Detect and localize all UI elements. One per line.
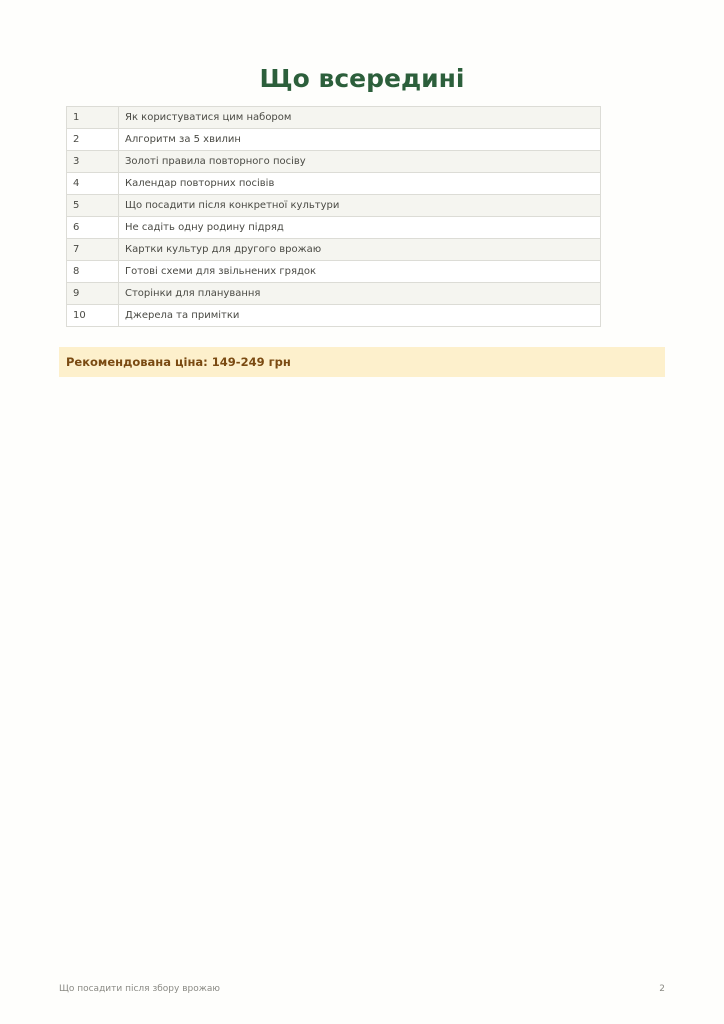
- row-number: 9: [67, 283, 119, 305]
- row-number: 5: [67, 195, 119, 217]
- table-row: [67, 283, 601, 305]
- row-number: 3: [67, 151, 119, 173]
- row-number: 4: [67, 173, 119, 195]
- row-label: Що посадити після конкретної культури: [119, 195, 601, 217]
- table-row: [67, 305, 601, 327]
- row-label: Готові схеми для звільнених грядок: [119, 261, 601, 283]
- footer-title: Що посадити після збору врожаю: [59, 984, 220, 994]
- row-label: Золоті правила повторного посіву: [119, 151, 601, 173]
- contents-table: [66, 106, 601, 327]
- row-label: Джерела та примітки: [119, 305, 601, 327]
- page-title: Що всередині: [259, 64, 465, 93]
- row-number: 8: [67, 261, 119, 283]
- price-callout: [59, 347, 665, 377]
- row-label: Календар повторних посівів: [119, 173, 601, 195]
- row-label: Сторінки для планування: [119, 283, 601, 305]
- table-row: [67, 151, 601, 173]
- table-row: [67, 107, 601, 129]
- row-number: 1: [67, 107, 119, 129]
- page-number: 2: [659, 984, 665, 994]
- row-label: Як користуватися цим набором: [119, 107, 601, 129]
- price-text: Рекомендована ціна: 149-249 грн: [66, 355, 291, 369]
- table-row: [67, 239, 601, 261]
- row-label: Не садіть одну родину підряд: [119, 217, 601, 239]
- row-number: 10: [67, 305, 119, 327]
- table-row: [67, 129, 601, 151]
- table-row: [67, 173, 601, 195]
- row-number: 6: [67, 217, 119, 239]
- row-number: 2: [67, 129, 119, 151]
- table-row: [67, 261, 601, 283]
- table-row: [67, 195, 601, 217]
- row-label: Алгоритм за 5 хвилин: [119, 129, 601, 151]
- row-label: Картки культур для другого врожаю: [119, 239, 601, 261]
- row-number: 7: [67, 239, 119, 261]
- table-row: [67, 217, 601, 239]
